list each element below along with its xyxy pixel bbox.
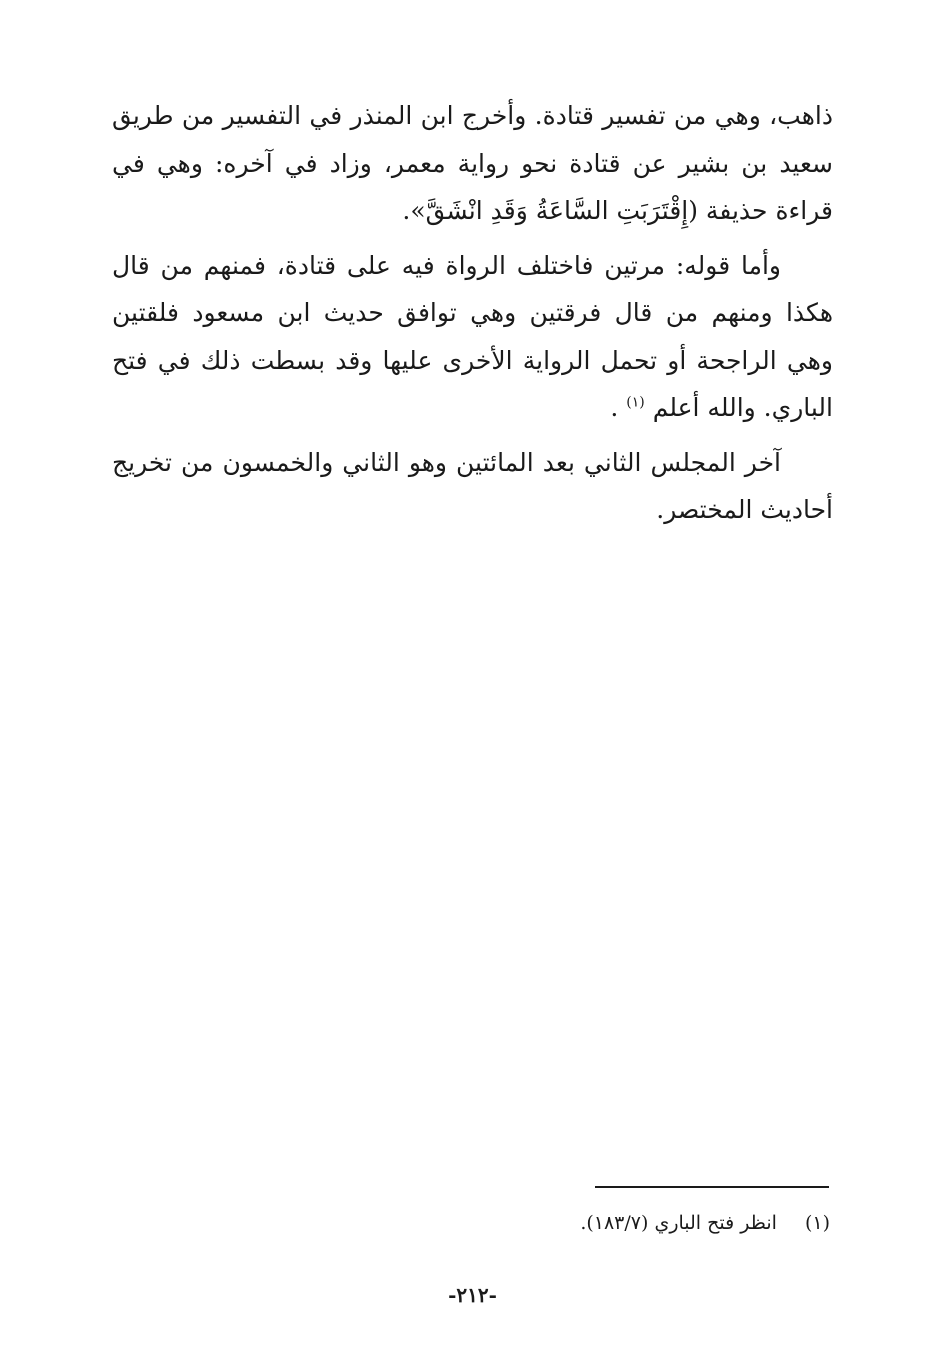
footnote-reference-marker[interactable]: (١) [626,394,645,411]
footnote-1 [400,1206,830,1240]
paragraph-1-text: ذاهب، وهي من تفسير قتادة. وأخرج ابن المنذر في التفسير من طريق سعيد بن بشير عن قتادة نحو رواية معمر، وزاد في آخره: وهي في قراءة حذيفة (إِقْتَرَبَتِ السَّاعَةُ وَقَدِ انْشَقَّ». [112,101,833,225]
paragraph-3-text: آخر المجلس الثاني بعد المائتين وهو الثاني والخمسون من تخريج أحاديث المختصر. [112,447,833,524]
paragraph-2-end-punctuation: . [610,393,619,422]
main-text-block [112,92,833,541]
page-number: -٢١٢- [448,1283,497,1307]
footnote-text: انظر فتح الباري (١٨٣/٧). [580,1212,777,1234]
paragraph-2-text: وأما قوله: مرتين فاختلف الرواة فيه على قتادة، فمنهم من قال هكذا ومنهم من قال فرقتين وهي توافق حديث ابن مسعود فلقتين وهي الراجحة أو تحمل الرواية الأخرى عليها وقد بسطت ذلك في فتح الباري. والله أعلم [112,250,833,422]
footnote-separator-line [595,1186,829,1188]
paragraph-3 [112,439,833,534]
paragraph-2 [112,242,833,432]
paragraph-1 [112,92,833,235]
footnote-number: (١) [804,1212,830,1234]
